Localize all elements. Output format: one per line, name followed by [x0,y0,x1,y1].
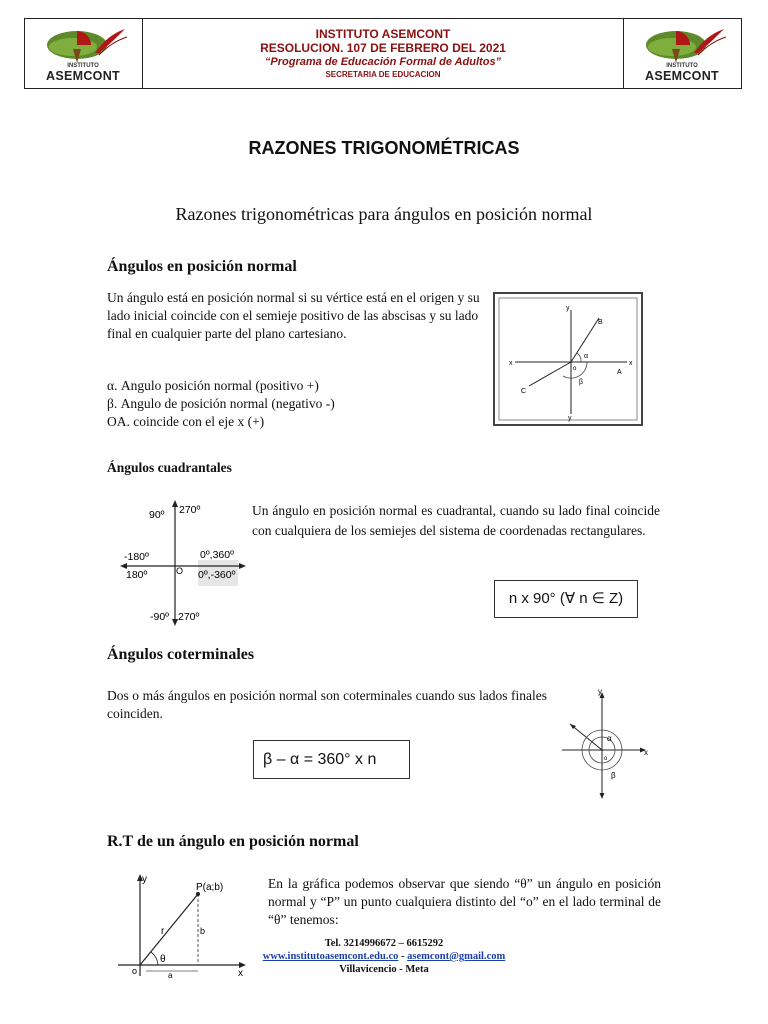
footer-email-link[interactable]: asemcont@gmail.com [407,951,506,962]
fig4-label-o: o [132,966,138,976]
section-heading-rt: R.T de un ángulo en posición normal [107,833,359,850]
fig1-label-alpha: α [584,353,589,360]
fig4-label-r: r [161,926,165,937]
fig3-label-o: o [604,756,608,762]
footer-separator: - [398,951,408,962]
footer-phone: Tel. 3214996672 – 6615292 [324,938,444,949]
header-table [24,18,742,89]
section4-paragraph: En la gráfica podemos observar que siendo “θ” un ángulo en posición normal y “P” un punto cualquiera distinto del “o” en el lado terminal de “θ” tenemos: [268,876,661,927]
fig4-label-a: a [168,971,173,980]
section-heading-quadrantal: Ángulos cuadrantales [107,460,232,475]
header-line-1: INSTITUTO ASEMCONT [315,27,451,41]
figure-normal-position [493,292,643,426]
coterminal-diagram [558,684,658,800]
section3-paragraph: Dos o más ángulos en posición normal son coterminales cuando sus lados finales coinciden. [107,688,547,721]
fig1-label-beta: β [579,379,584,386]
section-heading-normal-position: Ángulos en posición normal [107,258,297,275]
figure-quadrantal [118,498,248,628]
asemcont-logo-right [632,23,732,85]
quad-label-270-top: 270º [179,504,201,516]
section1-item-alpha: α. Angulo posición normal (positivo +) [107,378,319,393]
logo-name: ASEMCONT [645,69,719,83]
footer-website-link[interactable]: www.institutoasemcont.edu.co [262,951,399,962]
fig1-label-o: o [573,366,577,372]
footer [0,937,768,976]
fig1-label-c: C [521,388,527,395]
section1-item-oa: OA. coincide con el eje x (+) [107,414,265,429]
section-heading-coterminal: Ángulos coterminales [107,646,255,663]
footer-city: Villavicencio - Meta [339,964,429,975]
fig3-label-x: x [644,748,648,757]
fig4-label-y: y [142,874,147,885]
header-line-4: SECRETARIA DE EDUCACION [325,70,441,79]
fig4-label-theta: θ [160,954,166,965]
fig1-label-x-right: x [629,360,633,367]
logo-name: ASEMCONT [46,69,120,83]
logo-emblem-icon [632,23,732,67]
section2-paragraph: Un ángulo en posición normal es cuadrantal, cuando su lado final coincide con cualquiera de los semiejes del sistema de coordenadas rectangulares. [252,503,660,538]
page-subtitle: Razones trigonométricas para ángulos en posición normal [175,204,593,224]
quad-label-180: 180º [126,569,148,581]
fig3-label-alpha: α [607,734,612,743]
normal-position-diagram [495,294,641,424]
header-center [142,19,624,88]
fig1-label-y-bottom: y [568,415,572,422]
fig1-label-a: A [617,369,622,376]
section1-paragraph: Un ángulo está en posición normal si su vértice está en el origen y su lado inicial coincide con el semieje positivo de las abscisas y su lado final en cualquier parte del plano cartesiano. [107,290,480,341]
fig4-label-p: P(a;b) [196,882,224,893]
quad-label-minus180: -180º [124,551,149,563]
asemcont-logo-left [33,23,133,85]
quad-label-0-360: 0º,360º [200,549,234,561]
figure-coterminal [558,684,658,800]
quadrantal-diagram [118,498,248,628]
formula-coterminal: β – α = 360° x n [253,740,410,779]
quad-label-270-bottom: 270º [178,611,200,623]
fig3-label-beta: β [611,771,616,780]
header-line-3: “Programa de Educación Formal de Adultos” [264,56,502,68]
fig1-label-y: y [566,305,570,312]
fig1-label-b: B [598,319,603,326]
quad-label-90: 90º [149,509,165,521]
header-left-cell [25,19,143,88]
header-line-2: RESOLUCION. 107 DE FEBRERO DEL 2021 [260,41,506,55]
logo-small-text: INSTITUTO [666,63,698,69]
logo-emblem-icon [33,23,133,67]
quad-label-0-minus360: 0º,-360º [198,569,236,581]
formula-quadrantal: n x 90° (∀ n ∈ Z) [494,580,638,618]
fig1-label-x-left: x [509,360,513,367]
fig4-label-b: b [200,926,206,936]
logo-small-text: INSTITUTO [67,63,99,69]
footer-links [0,950,768,963]
quad-label-origin: O [176,566,184,576]
header-right-cell [623,19,741,88]
section1-item-beta: β. Angulo de posición normal (negativo -) [107,396,335,411]
fig3-label-y: y [598,687,602,696]
page-title: RAZONES TRIGONOMÉTRICAS [248,138,520,158]
quad-label-minus90: -90º [150,611,170,623]
fig4-label-x: x [238,968,243,979]
